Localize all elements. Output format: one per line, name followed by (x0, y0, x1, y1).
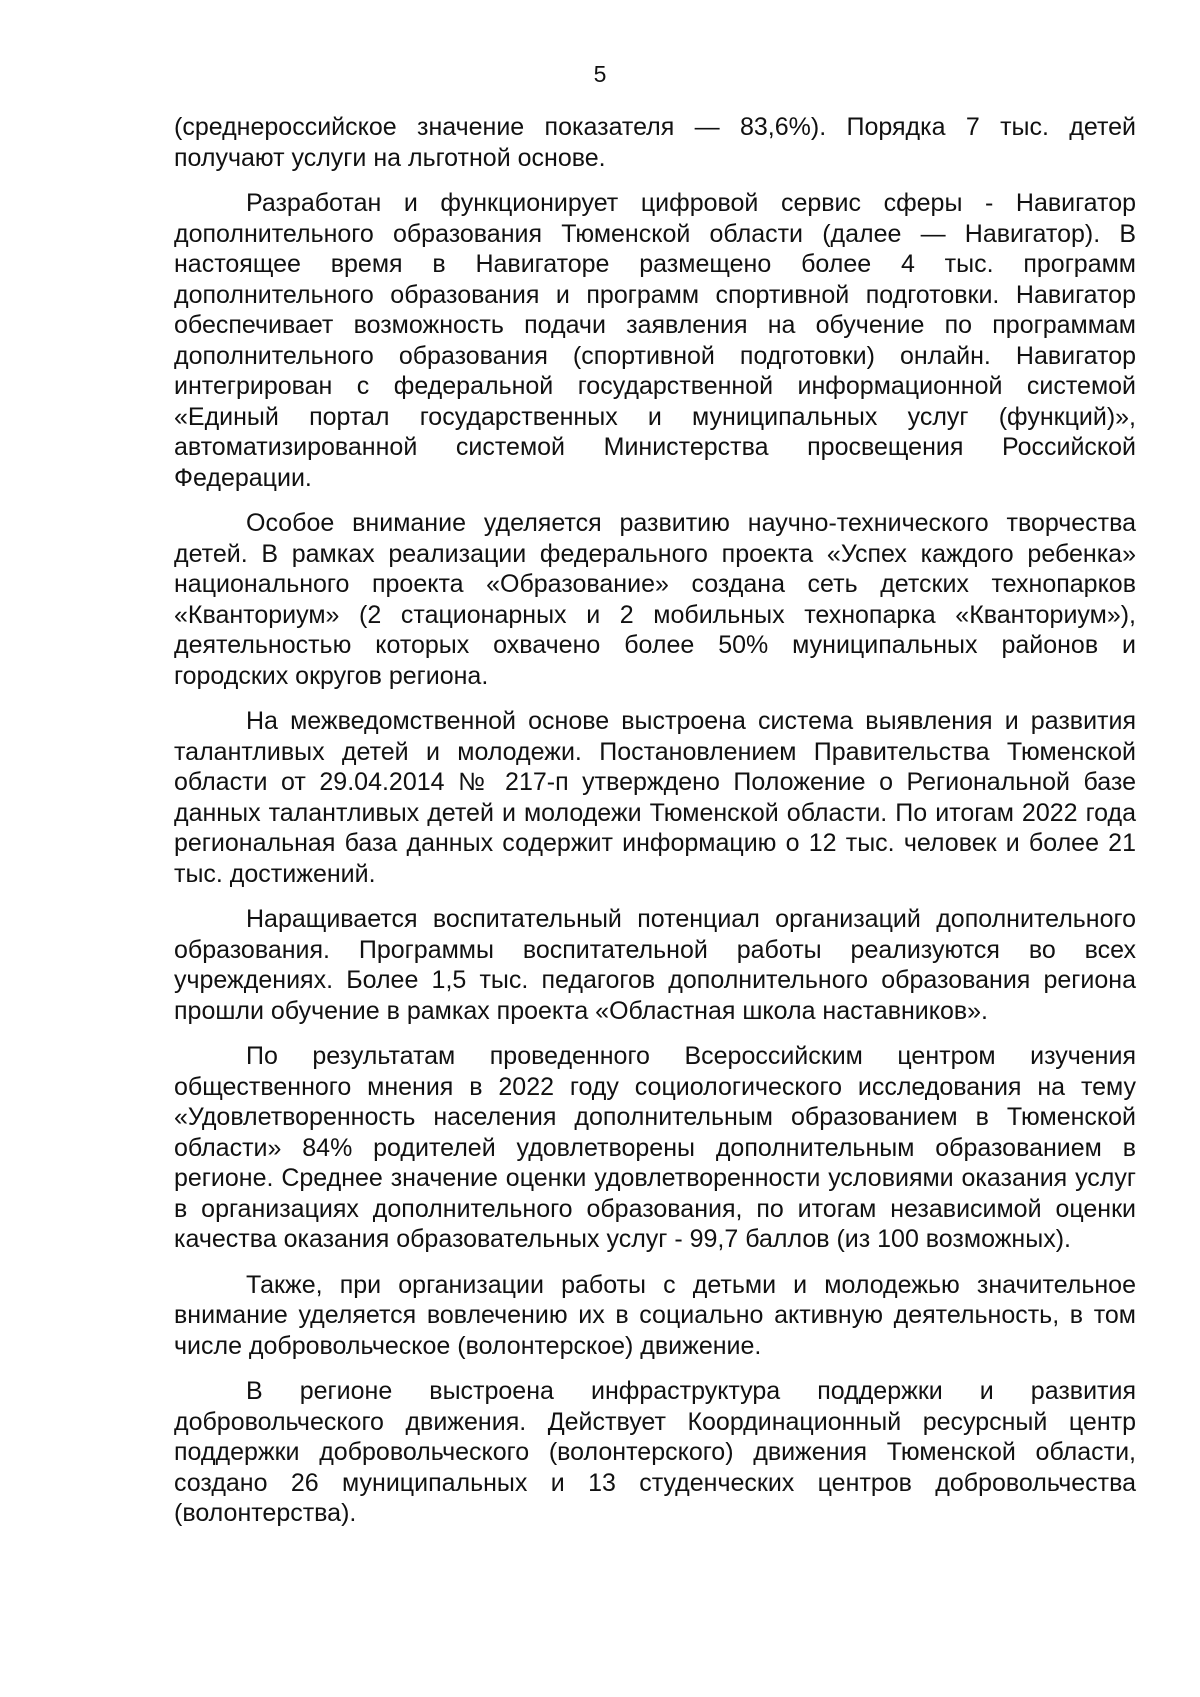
paragraph-social-activity: Также, при организации работы с детьми и молодежью значительное внимание уделяется вовлечению их в социально активную деятельность, в том числе добровольческое (волонтерское) движение. (174, 1270, 1136, 1360)
paragraph-navigator: Разработан и функционирует цифровой сервис сферы - Навигатор дополнительного образования Тюменской области (далее — Навигатор). В настоящее время в Навигаторе размещено более 4 тыс. программ дополнительного образования и программ спортивной подготовки. Навигатор обеспечивает возможность подачи заявления на обучение по программам дополнительного образования (спортивной подготовки) онлайн. Навигатор интегрирован с федеральной государственной информационной системой «Единый портал государственных и муниципальных услуг (функций)», автоматизированной системой Министерства просвещения Российской Федерации. (174, 189, 1136, 492)
paragraph-survey-results: По результатам проведенного Всероссийским центром изучения общественного мнения в 2022 году социологического исследования на тему «Удовлетворенность населения дополнительным образованием в Тюменской области» 84% родителей удовлетворены дополнительным образованием в регионе. Среднее значение оценки удовлетворенности условиями оказания услуг в организациях дополнительного образования, по итогам независимой оценки качества оказания образовательных услуг - 99,7 баллов (из 100 возможных). (174, 1042, 1136, 1253)
paragraph-educational-potential: Наращивается воспитательный потенциал организаций дополнительного образования. Программы воспитательной работы реализуются во всех учреждениях. Более 1,5 тыс. педагогов дополнительного образования региона прошли обучение в рамках проекта «Областная школа наставников». (174, 905, 1136, 1025)
paragraph-talented-youth: На межведомственной основе выстроена система выявления и развития талантливых детей и молодежи. Постановлением Правительства Тюменской области от 29.04.2014 № 217-п утверждено Положение о Региональной базе данных талантливых детей и молодежи Тюменской области. По итогам 2022 года региональная база данных содержит информацию о 12 тыс. человек и более 21 тыс. достижений. (174, 707, 1136, 888)
paragraph-technical-creativity: Особое внимание уделяется развитию научно-технического творчества детей. В рамках реализации федерального проекта «Успех каждого ребенка» национального проекта «Образование» создана сеть детских технопарков «Кванториум» (2 стационарных и 2 мобильных технопарка «Кванториум»), деятельностью которых охвачено более 50% муниципальных районов и городских округов региона. (174, 509, 1136, 690)
page-number: 5 (593, 61, 607, 87)
paragraph-volunteer-infrastructure: В регионе выстроена инфраструктура поддержки и развития добровольческого движения. Действует Координационный ресурсный центр поддержки добровольческого (волонтерского) движения Тюменской области, создано 26 муниципальных и 13 студенческих центров добровольчества (волонтерства). (174, 1377, 1136, 1527)
document-body (174, 112, 1136, 1544)
paragraph-continuation: (среднероссийское значение показателя — 83,6%). Порядка 7 тыс. детей получают услуги на льготной основе. (174, 113, 1136, 172)
